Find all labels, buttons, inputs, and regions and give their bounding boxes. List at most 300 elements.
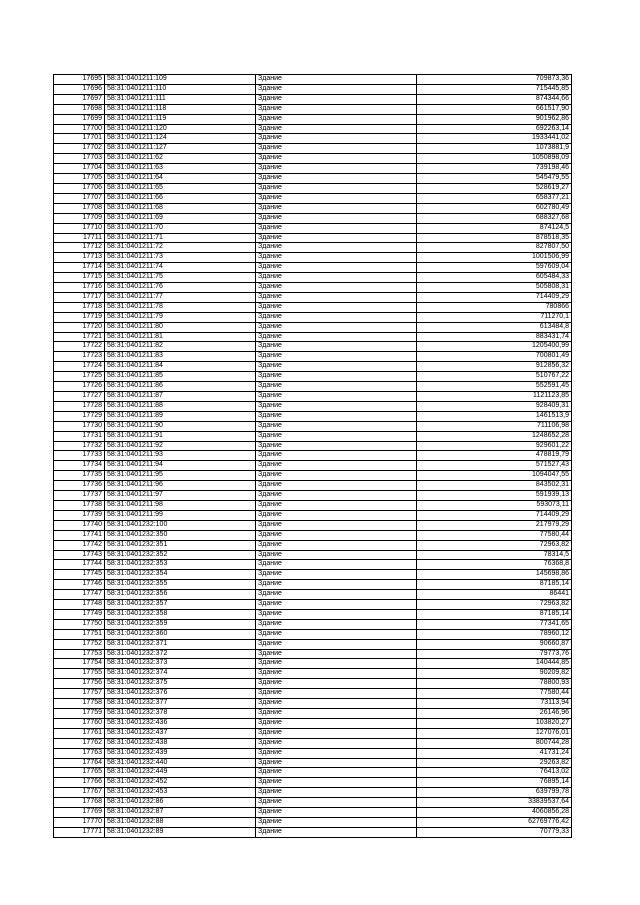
row-number: 17736 [54, 481, 105, 491]
table-row [54, 164, 572, 174]
object-type: Здание [256, 530, 417, 540]
cadastral-value: 79773,76 [417, 649, 572, 659]
row-number: 17764 [54, 758, 105, 768]
row-number: 17701 [54, 134, 105, 144]
cadastral-number: 58:31:0401211:110 [105, 84, 256, 94]
cadastral-number: 58:31:0401232:449 [105, 768, 256, 778]
row-number: 17746 [54, 580, 105, 590]
cadastral-number: 58:31:0401232:351 [105, 540, 256, 550]
cadastral-value: 78960,12 [417, 629, 572, 639]
cadastral-value: 843502,31 [417, 481, 572, 491]
cadastral-value: 715445,85 [417, 84, 572, 94]
object-type: Здание [256, 699, 417, 709]
cadastral-value: 1248652,28 [417, 431, 572, 441]
table-row [54, 500, 572, 510]
table-body [54, 75, 572, 838]
cadastral-value: 217979,29 [417, 520, 572, 530]
cadastral-value: 688327,68 [417, 213, 572, 223]
table-row [54, 481, 572, 491]
object-type: Здание [256, 758, 417, 768]
cadastral-value: 639799,78 [417, 788, 572, 798]
cadastral-number: 58:31:0401211:80 [105, 322, 256, 332]
object-type: Здание [256, 679, 417, 689]
object-type: Здание [256, 689, 417, 699]
cadastral-value: 90660,87 [417, 639, 572, 649]
table-row [54, 392, 572, 402]
object-type: Здание [256, 471, 417, 481]
object-type: Здание [256, 104, 417, 114]
object-type: Здание [256, 798, 417, 808]
object-type: Здание [256, 144, 417, 154]
object-type: Здание [256, 778, 417, 788]
cadastral-number: 58:31:0401232:353 [105, 560, 256, 570]
object-type: Здание [256, 273, 417, 283]
row-number: 17741 [54, 530, 105, 540]
table-row [54, 471, 572, 481]
cadastral-number: 58:31:0401232:440 [105, 758, 256, 768]
object-type: Здание [256, 738, 417, 748]
object-type: Здание [256, 491, 417, 501]
cadastral-number: 58:31:0401211:127 [105, 144, 256, 154]
cadastral-value: 76368,8 [417, 560, 572, 570]
cadastral-number: 58:31:0401211:94 [105, 461, 256, 471]
cadastral-number: 58:31:0401211:79 [105, 312, 256, 322]
table-row [54, 134, 572, 144]
row-number: 17721 [54, 332, 105, 342]
row-number: 17748 [54, 600, 105, 610]
cadastral-value: 1050898,09 [417, 154, 572, 164]
table-row [54, 193, 572, 203]
row-number: 17704 [54, 164, 105, 174]
row-number: 17747 [54, 590, 105, 600]
table-row [54, 540, 572, 550]
table-row [54, 421, 572, 431]
object-type: Здание [256, 808, 417, 818]
table-row [54, 689, 572, 699]
cadastral-value: 613484,8 [417, 322, 572, 332]
row-number: 17700 [54, 124, 105, 134]
cadastral-value: 928409,31 [417, 401, 572, 411]
table-row [54, 649, 572, 659]
table-row [54, 619, 572, 629]
cadastral-number: 58:31:0401232:438 [105, 738, 256, 748]
table-row [54, 401, 572, 411]
table-row [54, 659, 572, 669]
cadastral-number: 58:31:0401232:87 [105, 808, 256, 818]
object-type: Здание [256, 510, 417, 520]
cadastral-number: 58:31:0401211:124 [105, 134, 256, 144]
row-number: 17762 [54, 738, 105, 748]
table-row [54, 827, 572, 837]
table-row [54, 183, 572, 193]
table-row [54, 768, 572, 778]
cadastral-value: 901962,86 [417, 114, 572, 124]
table-row [54, 144, 572, 154]
object-type: Здание [256, 827, 417, 837]
object-type: Здание [256, 362, 417, 372]
object-type: Здание [256, 134, 417, 144]
object-type: Здание [256, 629, 417, 639]
cadastral-value: 1205400,99 [417, 342, 572, 352]
cadastral-value: 1121123,85 [417, 392, 572, 402]
cadastral-value: 127076,01 [417, 728, 572, 738]
table-row [54, 718, 572, 728]
object-type: Здание [256, 392, 417, 402]
row-number: 17749 [54, 609, 105, 619]
cadastral-value: 87185,14 [417, 580, 572, 590]
cadastral-value: 70779,33 [417, 827, 572, 837]
row-number: 17742 [54, 540, 105, 550]
cadastral-number: 58:31:0401211:99 [105, 510, 256, 520]
row-number: 17720 [54, 322, 105, 332]
cadastral-value: 929601,22 [417, 441, 572, 451]
cadastral-number: 58:31:0401211:119 [105, 114, 256, 124]
cadastral-value: 714409,29 [417, 510, 572, 520]
object-type: Здание [256, 253, 417, 263]
table-row [54, 382, 572, 392]
cadastral-number: 58:31:0401232:436 [105, 718, 256, 728]
row-number: 17744 [54, 560, 105, 570]
table-row [54, 600, 572, 610]
cadastral-number: 58:31:0401211:111 [105, 94, 256, 104]
cadastral-number: 58:31:0401232:354 [105, 570, 256, 580]
row-number: 17745 [54, 570, 105, 580]
cadastral-value: 714409,29 [417, 292, 572, 302]
cadastral-number: 58:31:0401211:83 [105, 352, 256, 362]
cadastral-value: 874344,66 [417, 94, 572, 104]
cadastral-number: 58:31:0401211:96 [105, 481, 256, 491]
table-row [54, 580, 572, 590]
table-row [54, 312, 572, 322]
cadastral-value: 780866 [417, 302, 572, 312]
table-row [54, 709, 572, 719]
table-row [54, 362, 572, 372]
cadastral-value: 4060856,28 [417, 808, 572, 818]
cadastral-value: 605484,33 [417, 273, 572, 283]
table-row [54, 639, 572, 649]
row-number: 17717 [54, 292, 105, 302]
object-type: Здание [256, 520, 417, 530]
cadastral-value: 41731,24 [417, 748, 572, 758]
cadastral-value: 912856,32 [417, 362, 572, 372]
cadastral-number: 58:31:0401211:93 [105, 451, 256, 461]
row-number: 17761 [54, 728, 105, 738]
object-type: Здание [256, 649, 417, 659]
cadastral-number: 58:31:0401211:66 [105, 193, 256, 203]
cadastral-number: 58:31:0401211:77 [105, 292, 256, 302]
object-type: Здание [256, 609, 417, 619]
table-row [54, 520, 572, 530]
cadastral-number: 58:31:0401211:81 [105, 332, 256, 342]
row-number: 17713 [54, 253, 105, 263]
object-type: Здание [256, 183, 417, 193]
table-row [54, 699, 572, 709]
table-row [54, 75, 572, 85]
row-number: 17769 [54, 808, 105, 818]
row-number: 17703 [54, 154, 105, 164]
table-row [54, 570, 572, 580]
row-number: 17699 [54, 114, 105, 124]
row-number: 17755 [54, 669, 105, 679]
table-row [54, 124, 572, 134]
object-type: Здание [256, 174, 417, 184]
row-number: 17718 [54, 302, 105, 312]
object-type: Здание [256, 342, 417, 352]
cadastral-number: 58:31:0401232:100 [105, 520, 256, 530]
cadastral-number: 58:31:0401211:75 [105, 273, 256, 283]
object-type: Здание [256, 213, 417, 223]
cadastral-value: 87185,14 [417, 609, 572, 619]
cadastral-number: 58:31:0401232:360 [105, 629, 256, 639]
object-type: Здание [256, 431, 417, 441]
cadastral-number: 58:31:0401211:88 [105, 401, 256, 411]
table-row [54, 292, 572, 302]
cadastral-number: 58:31:0401211:86 [105, 382, 256, 392]
object-type: Здание [256, 768, 417, 778]
object-type: Здание [256, 223, 417, 233]
cadastral-value: 827807,50 [417, 243, 572, 253]
row-number: 17735 [54, 471, 105, 481]
object-type: Здание [256, 263, 417, 273]
row-number: 17710 [54, 223, 105, 233]
row-number: 17768 [54, 798, 105, 808]
table-row [54, 233, 572, 243]
row-number: 17758 [54, 699, 105, 709]
object-type: Здание [256, 461, 417, 471]
object-type: Здание [256, 193, 417, 203]
cadastral-value: 90209,82 [417, 669, 572, 679]
cadastral-value: 510767,22 [417, 372, 572, 382]
cadastral-value: 661517,90 [417, 104, 572, 114]
cadastral-number: 58:31:0401211:89 [105, 411, 256, 421]
cadastral-value: 78314,5 [417, 550, 572, 560]
object-type: Здание [256, 659, 417, 669]
cadastral-value: 711106,98 [417, 421, 572, 431]
cadastral-value: 1094047,55 [417, 471, 572, 481]
cadastral-number: 58:31:0401211:73 [105, 253, 256, 263]
object-type: Здание [256, 302, 417, 312]
cadastral-number: 58:31:0401232:452 [105, 778, 256, 788]
cadastral-number: 58:31:0401232:350 [105, 530, 256, 540]
cadastral-value: 711270,1 [417, 312, 572, 322]
table-row [54, 174, 572, 184]
object-type: Здание [256, 124, 417, 134]
row-number: 17695 [54, 75, 105, 85]
cadastral-value: 883431,74 [417, 332, 572, 342]
cadastral-value: 709873,36 [417, 75, 572, 85]
cadastral-number: 58:31:0401211:87 [105, 392, 256, 402]
table-row [54, 808, 572, 818]
row-number: 17737 [54, 491, 105, 501]
table-row [54, 332, 572, 342]
row-number: 17728 [54, 401, 105, 411]
row-number: 17738 [54, 500, 105, 510]
object-type: Здание [256, 114, 417, 124]
cadastral-number: 58:31:0401211:82 [105, 342, 256, 352]
cadastral-value: 545479,55 [417, 174, 572, 184]
cadastral-number: 58:31:0401211:71 [105, 233, 256, 243]
table-row [54, 94, 572, 104]
cadastral-number: 58:31:0401232:371 [105, 639, 256, 649]
cadastral-number: 58:31:0401211:98 [105, 500, 256, 510]
table-row [54, 560, 572, 570]
object-type: Здание [256, 421, 417, 431]
row-number: 17696 [54, 84, 105, 94]
row-number: 17722 [54, 342, 105, 352]
table-row [54, 530, 572, 540]
row-number: 17709 [54, 213, 105, 223]
row-number: 17725 [54, 372, 105, 382]
table-row [54, 817, 572, 827]
table-row [54, 748, 572, 758]
row-number: 17743 [54, 550, 105, 560]
object-type: Здание [256, 292, 417, 302]
cadastral-value: 1933441,02 [417, 134, 572, 144]
row-number: 17734 [54, 461, 105, 471]
cadastral-value: 700801,49 [417, 352, 572, 362]
object-type: Здание [256, 669, 417, 679]
row-number: 17766 [54, 778, 105, 788]
row-number: 17702 [54, 144, 105, 154]
row-number: 17712 [54, 243, 105, 253]
table-row [54, 302, 572, 312]
cadastral-value: 72963,82 [417, 600, 572, 610]
object-type: Здание [256, 451, 417, 461]
cadastral-number: 58:31:0401211:78 [105, 302, 256, 312]
table-row [54, 243, 572, 253]
cadastral-value: 86441 [417, 590, 572, 600]
object-type: Здание [256, 639, 417, 649]
table-row [54, 609, 572, 619]
table-row [54, 590, 572, 600]
object-type: Здание [256, 817, 417, 827]
cadastral-value: 103820,27 [417, 718, 572, 728]
cadastral-number: 58:31:0401232:453 [105, 788, 256, 798]
table-row [54, 223, 572, 233]
cadastral-value-table [53, 74, 572, 838]
table-row [54, 669, 572, 679]
cadastral-number: 58:31:0401211:70 [105, 223, 256, 233]
row-number: 17723 [54, 352, 105, 362]
cadastral-value: 72963,82 [417, 540, 572, 550]
cadastral-number: 58:31:0401211:84 [105, 362, 256, 372]
cadastral-value: 800744,28 [417, 738, 572, 748]
cadastral-number: 58:31:0401232:376 [105, 689, 256, 699]
row-number: 17698 [54, 104, 105, 114]
cadastral-value: 597609,04 [417, 263, 572, 273]
cadastral-number: 58:31:0401232:374 [105, 669, 256, 679]
cadastral-number: 58:31:0401232:439 [105, 748, 256, 758]
row-number: 17711 [54, 233, 105, 243]
cadastral-value: 145698,86 [417, 570, 572, 580]
row-number: 17731 [54, 431, 105, 441]
cadastral-value: 739198,46 [417, 164, 572, 174]
cadastral-number: 58:31:0401232:352 [105, 550, 256, 560]
object-type: Здание [256, 382, 417, 392]
object-type: Здание [256, 481, 417, 491]
row-number: 17754 [54, 659, 105, 669]
object-type: Здание [256, 570, 417, 580]
cadastral-number: 58:31:0401232:373 [105, 659, 256, 669]
row-number: 17724 [54, 362, 105, 372]
table-row [54, 352, 572, 362]
cadastral-number: 58:31:0401211:72 [105, 243, 256, 253]
row-number: 17767 [54, 788, 105, 798]
cadastral-value: 78800,93 [417, 679, 572, 689]
object-type: Здание [256, 352, 417, 362]
row-number: 17763 [54, 748, 105, 758]
document-page [53, 74, 572, 838]
row-number: 17706 [54, 183, 105, 193]
cadastral-value: 1461513,9 [417, 411, 572, 421]
cadastral-value: 29263,82 [417, 758, 572, 768]
object-type: Здание [256, 283, 417, 293]
table-row [54, 778, 572, 788]
row-number: 17697 [54, 94, 105, 104]
cadastral-number: 58:31:0401232:375 [105, 679, 256, 689]
row-number: 17716 [54, 283, 105, 293]
cadastral-number: 58:31:0401211:63 [105, 164, 256, 174]
row-number: 17715 [54, 273, 105, 283]
row-number: 17719 [54, 312, 105, 322]
cadastral-value: 140444,85 [417, 659, 572, 669]
object-type: Здание [256, 154, 417, 164]
object-type: Здание [256, 718, 417, 728]
object-type: Здание [256, 590, 417, 600]
cadastral-number: 58:31:0401211:109 [105, 75, 256, 85]
object-type: Здание [256, 164, 417, 174]
table-row [54, 154, 572, 164]
cadastral-number: 58:31:0401211:97 [105, 491, 256, 501]
cadastral-value: 1001506,99 [417, 253, 572, 263]
table-row [54, 342, 572, 352]
table-row [54, 441, 572, 451]
table-row [54, 322, 572, 332]
row-number: 17708 [54, 203, 105, 213]
object-type: Здание [256, 540, 417, 550]
cadastral-number: 58:31:0401232:358 [105, 609, 256, 619]
object-type: Здание [256, 728, 417, 738]
row-number: 17707 [54, 193, 105, 203]
cadastral-value: 505808,31 [417, 283, 572, 293]
row-number: 17771 [54, 827, 105, 837]
row-number: 17765 [54, 768, 105, 778]
object-type: Здание [256, 600, 417, 610]
table-row [54, 263, 572, 273]
table-row [54, 550, 572, 560]
cadastral-value: 528619,27 [417, 183, 572, 193]
row-number: 17732 [54, 441, 105, 451]
cadastral-value: 76413,02 [417, 768, 572, 778]
table-row [54, 510, 572, 520]
cadastral-number: 58:31:0401211:92 [105, 441, 256, 451]
table-row [54, 461, 572, 471]
cadastral-value: 26146,96 [417, 709, 572, 719]
object-type: Здание [256, 560, 417, 570]
cadastral-number: 58:31:0401232:89 [105, 827, 256, 837]
object-type: Здание [256, 322, 417, 332]
object-type: Здание [256, 94, 417, 104]
cadastral-value: 571527,43 [417, 461, 572, 471]
cadastral-value: 874124,5 [417, 223, 572, 233]
cadastral-number: 58:31:0401211:65 [105, 183, 256, 193]
table-row [54, 629, 572, 639]
row-number: 17714 [54, 263, 105, 273]
cadastral-number: 58:31:0401232:377 [105, 699, 256, 709]
row-number: 17727 [54, 392, 105, 402]
table-row [54, 491, 572, 501]
cadastral-value: 77341,65 [417, 619, 572, 629]
